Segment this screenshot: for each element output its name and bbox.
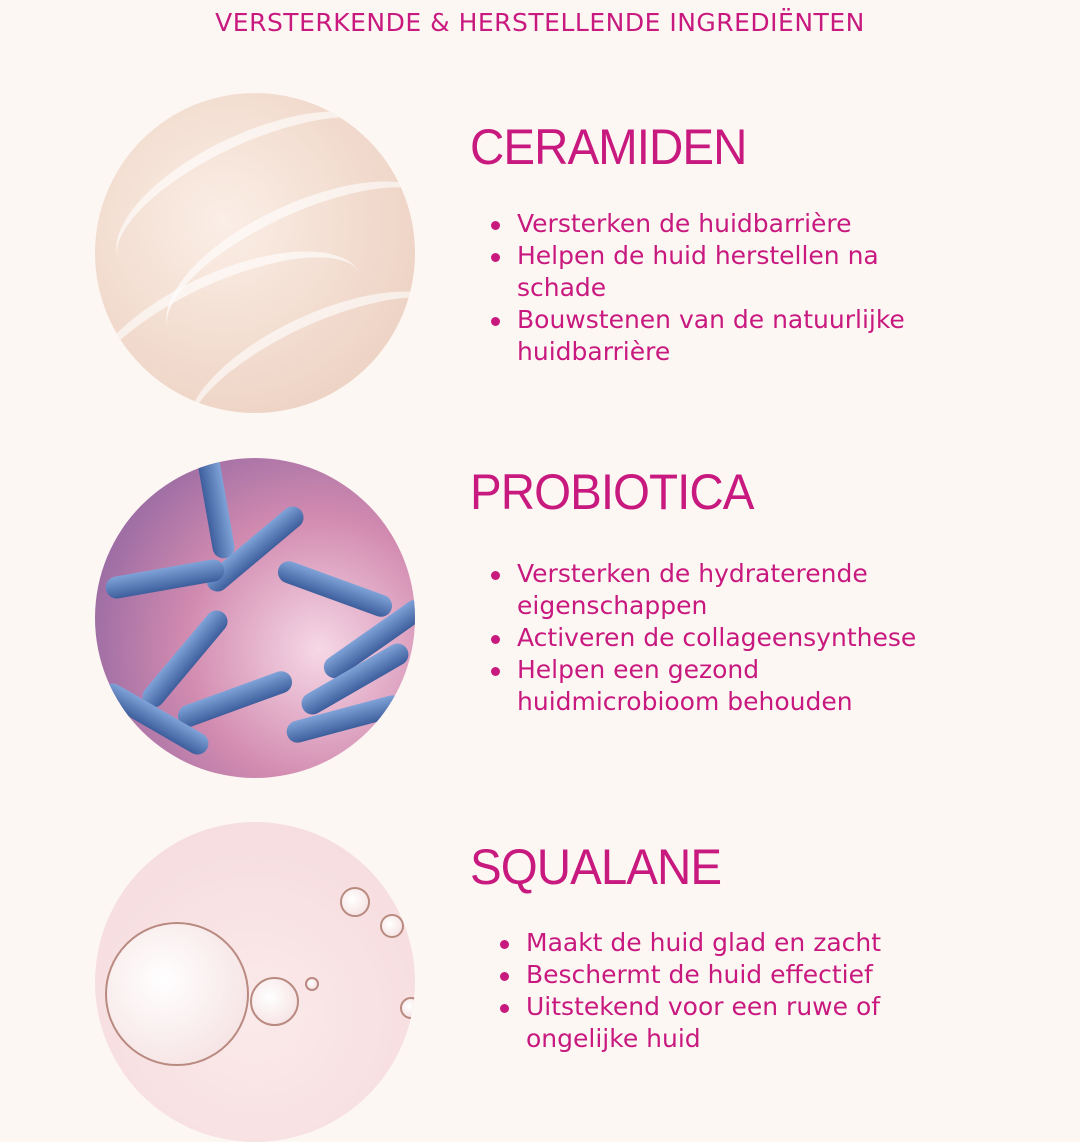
bullet: Maakt de huid glad en zacht (496, 927, 926, 959)
ingredient-heading: SQUALANE (470, 839, 722, 895)
bullet: Versterken de hydraterende eigenschappen (487, 558, 947, 622)
bullet: Versterken de huidbarrière (487, 208, 917, 240)
bullet: Uitstekend voor een ruwe of ongelijke huid (496, 991, 926, 1055)
probiotic-bacteria-image (95, 458, 415, 778)
bullet: Activeren de collageensynthese (487, 622, 947, 654)
ingredient-bullets (487, 208, 917, 368)
ingredient-heading: CERAMIDEN (470, 119, 747, 175)
bullet: Beschermt de huid effectief (496, 959, 926, 991)
page-title: VERSTERKENDE & HERSTELLENDE INGREDIËNTEN (215, 8, 865, 37)
ingredient-heading: PROBIOTICA (470, 464, 754, 520)
ceramide-texture-image (95, 93, 415, 413)
bullet: Helpen de huid herstellen na schade (487, 240, 917, 304)
bullet: Bouwstenen van de natuurlijke huidbarrière (487, 304, 917, 368)
bullet: Helpen een gezond huidmicrobioom behouden (487, 654, 947, 718)
ingredient-bullets (487, 558, 947, 718)
squalane-oil-bubbles-image (95, 822, 415, 1142)
ingredient-bullets (496, 927, 926, 1055)
